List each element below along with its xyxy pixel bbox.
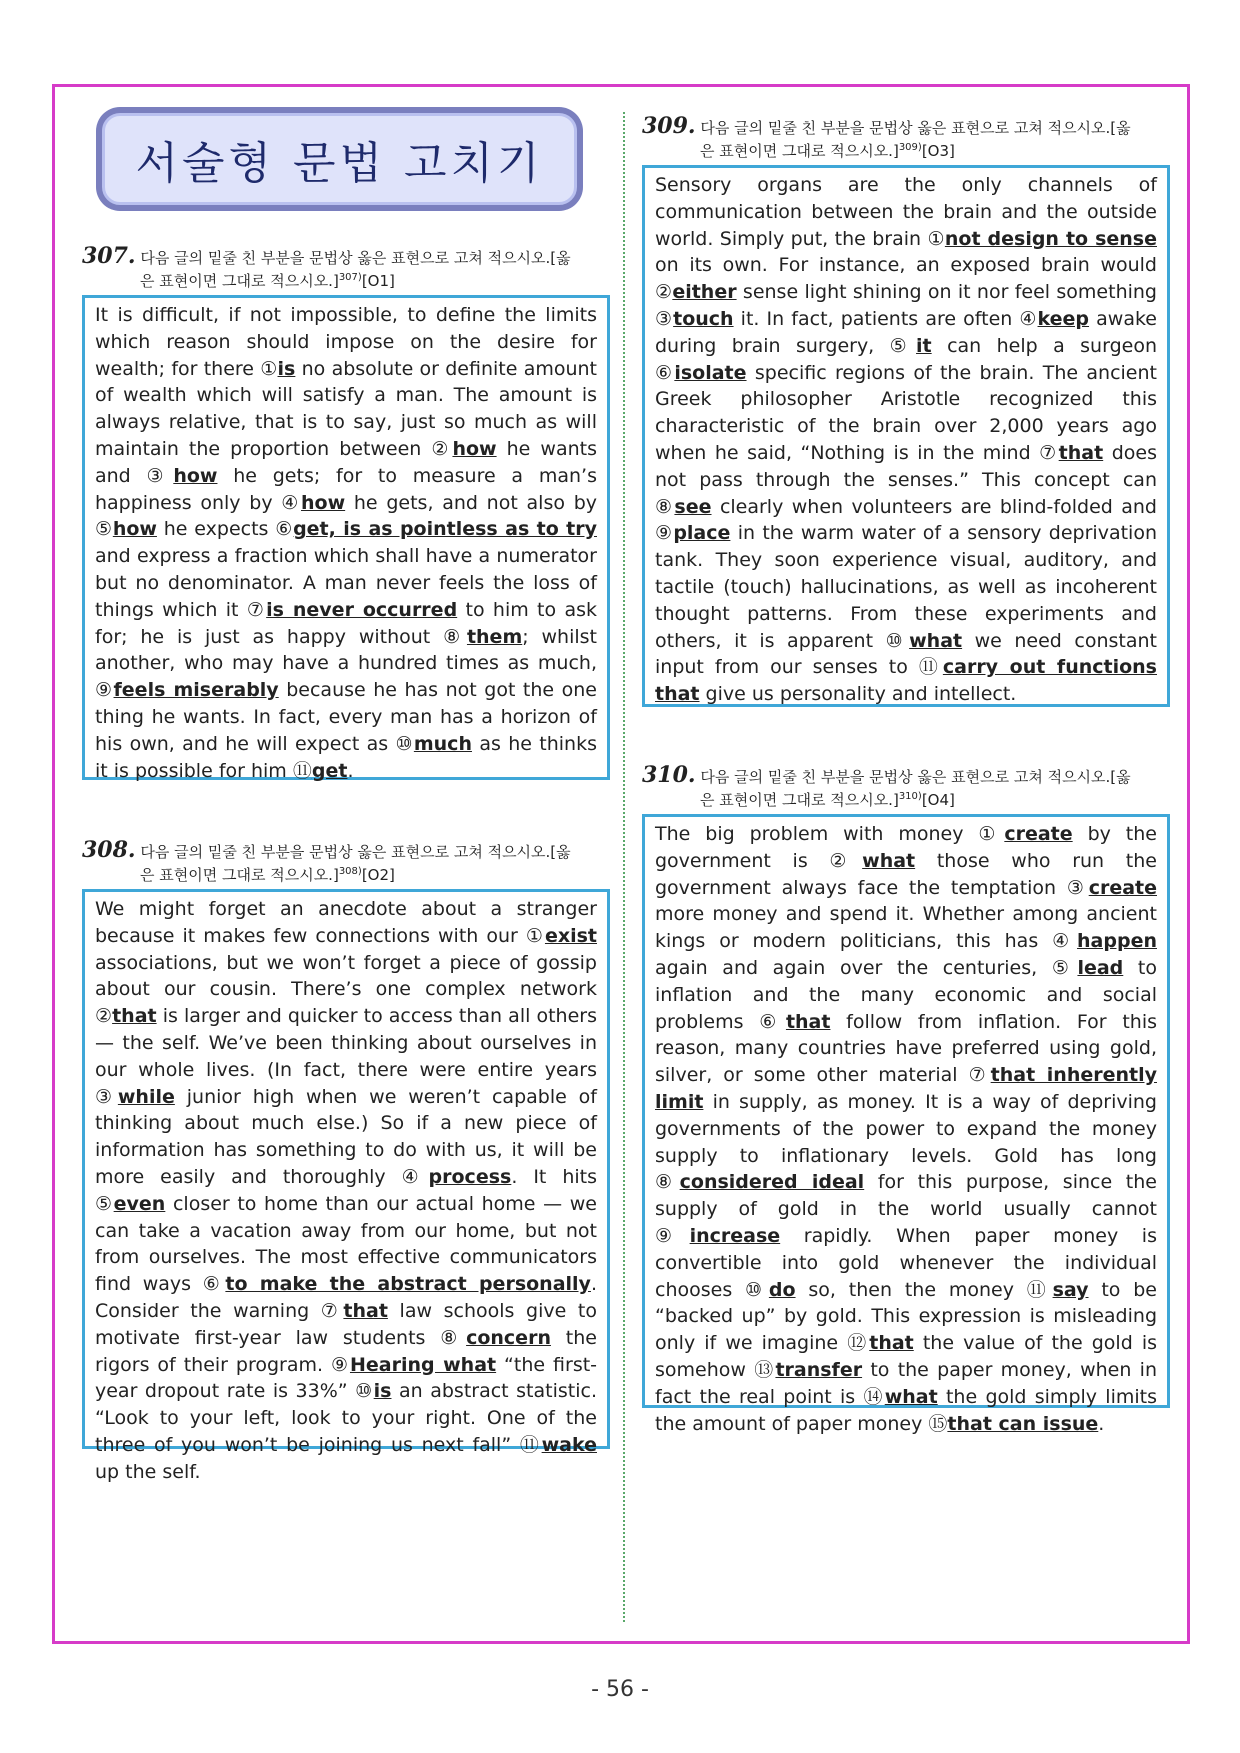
underlined-item: that bbox=[785, 1010, 831, 1033]
question-ref: 307) bbox=[338, 272, 362, 283]
passage-text: law schools give to motivate first-year law students ⑧ bbox=[95, 1299, 598, 1349]
passage-text: closer to home than our actual home — we can take a vacation away from our home, but not from ourselves. The most effective communicators find ways ⑥ bbox=[95, 1192, 597, 1296]
passage-text: to inflation and the many economic and social problems ⑥ bbox=[655, 956, 1157, 1033]
underlined-item: is bbox=[373, 1380, 392, 1403]
underlined-item: to make the abstract personally bbox=[225, 1273, 591, 1296]
passage-text: give us personality and intellect. bbox=[699, 683, 1017, 706]
passage-text: to be “backed up” by gold. This expression is misleading only if we imagine ⑫ bbox=[655, 1278, 1158, 1355]
passage-text: he gets, and not also by ⑤ bbox=[95, 491, 597, 541]
underlined-item: what bbox=[862, 849, 916, 872]
passage-text: by the government is ② bbox=[655, 823, 1157, 872]
question-code: [O4] bbox=[921, 791, 955, 809]
underlined-item: exist bbox=[544, 924, 597, 947]
passage-text: an abstract statistic. “Look to your left, look to your right. One of the three of you won’t be joining us next fall” ⑪ bbox=[95, 1380, 597, 1456]
page-title: 서술형 문법 고치기 bbox=[135, 138, 544, 189]
underlined-item: get, is as pointless as to try bbox=[293, 518, 597, 541]
passage-text: again and again over the centuries, ⑤ bbox=[655, 956, 1078, 979]
passage-text: to him to ask for; he is just as happy without ⑧ bbox=[95, 598, 597, 648]
passage-box bbox=[642, 814, 1170, 1435]
question-307 bbox=[82, 243, 610, 782]
question-header bbox=[642, 113, 1170, 161]
passage-text: . bbox=[347, 759, 354, 782]
underlined-item: even bbox=[113, 1192, 166, 1215]
underlined-item: how bbox=[452, 437, 497, 460]
instruction-text-2: 은 표현이면 그대로 적으시오.] bbox=[700, 791, 899, 809]
underlined-item: that inherently limit bbox=[655, 1064, 1157, 1113]
title-banner bbox=[96, 107, 583, 211]
underlined-item: say bbox=[1052, 1278, 1089, 1301]
passage-text: Sensory organs are the only channels of communication between the brain and the outside world. Simply put, the brain ① bbox=[655, 174, 1157, 250]
passage-text: . It hits ⑤ bbox=[95, 1165, 597, 1215]
instruction-text-2: 은 표현이면 그대로 적으시오.] bbox=[140, 272, 339, 290]
passage-text: . Consider the warning ⑦ bbox=[95, 1273, 597, 1322]
question-ref: 309) bbox=[898, 142, 922, 153]
passage-text: “the first-year dropout rate is 33%” ⑩ bbox=[95, 1353, 598, 1403]
underlined-item: lead bbox=[1077, 956, 1124, 979]
underlined-item: carry out functions that bbox=[655, 656, 1157, 706]
passage-box bbox=[82, 889, 610, 1483]
question-number: 309. bbox=[642, 113, 696, 139]
underlined-item: touch bbox=[673, 307, 734, 330]
passage-text: on its own. For instance, an exposed brain would ② bbox=[655, 254, 1157, 304]
page-number: - 56 - bbox=[591, 1677, 649, 1702]
question-number: 307. bbox=[82, 243, 136, 269]
question-code: [O2] bbox=[361, 866, 395, 884]
passage-text: it. In fact, patients are often ④ bbox=[733, 307, 1038, 330]
passage-text: is larger and quicker to access than all others — the self. We’ve been thinking about ourselves in our whole lives. (In fact, there were entire years ③ bbox=[95, 1005, 597, 1108]
passage-text: . bbox=[1098, 1412, 1105, 1435]
underlined-item: wake bbox=[541, 1433, 597, 1456]
passage-text: more money and spend it. Whether among ancient kings or modern politicians, this has ④ bbox=[655, 903, 1157, 953]
question-code: [O3] bbox=[921, 142, 955, 160]
passage-text: the rigors of their program. ⑨ bbox=[95, 1326, 597, 1376]
passage-text: the value of the gold is somehow ⑬ bbox=[655, 1332, 1158, 1381]
underlined-item: how bbox=[112, 518, 157, 541]
passage-text: in supply, as money. It is a way of depriving governments of the power to expand the money supply to inflationary levels. Gold has long ⑧ bbox=[655, 1090, 1157, 1194]
passage-text: It is difficult, if not impossible, to define the limits which reason should impose on the desire for wealth; for there ① bbox=[95, 304, 597, 380]
question-header bbox=[82, 837, 610, 885]
passage-text: he gets; for to measure a man’s happiness only by ④ bbox=[95, 464, 597, 514]
underlined-item: happen bbox=[1077, 930, 1157, 953]
underlined-item: process bbox=[428, 1165, 512, 1188]
passage-text: and express a fraction which shall have a numerator but no denominator. A man never feels the loss of things which it ⑦ bbox=[95, 545, 597, 621]
underlined-item: that bbox=[869, 1332, 914, 1355]
underlined-item: considered ideal bbox=[679, 1171, 865, 1194]
passage-box bbox=[642, 165, 1170, 707]
underlined-item: place bbox=[673, 522, 731, 545]
underlined-item: that bbox=[1058, 441, 1104, 464]
underlined-item: isolate bbox=[674, 361, 747, 384]
instruction-text: 다음 글의 밑줄 친 부분을 문법상 옳은 표현으로 고쳐 적으시오.[옳 bbox=[140, 843, 571, 861]
passage-text: as he thinks it is possible for him ⑪ bbox=[95, 732, 598, 782]
passage-text: The big problem with money ① bbox=[655, 823, 1005, 845]
underlined-item: how bbox=[301, 491, 346, 514]
instruction-text-2: 은 표현이면 그대로 적으시오.] bbox=[700, 142, 899, 160]
underlined-item: keep bbox=[1037, 307, 1090, 330]
column-divider bbox=[623, 112, 625, 1622]
passage-text: up the self. bbox=[95, 1460, 201, 1483]
question-309 bbox=[642, 113, 1170, 707]
instruction-text: 다음 글의 밑줄 친 부분을 문법상 옳은 표현으로 고쳐 적으시오.[옳 bbox=[140, 249, 571, 267]
underlined-item: see bbox=[674, 495, 712, 518]
passage-text: to the paper money, when in fact the real point is ⑭ bbox=[655, 1358, 1158, 1408]
passage-text: no absolute or definite amount of wealth which will satisfy a man. The amount is always relative, that is to say, just so much as will maintain the proportion between ② bbox=[95, 357, 597, 460]
instruction-text: 다음 글의 밑줄 친 부분을 문법상 옳은 표현으로 고쳐 적으시오.[옳 bbox=[700, 119, 1131, 137]
underlined-item: increase bbox=[689, 1224, 781, 1247]
passage-text: sense light shining on it nor feel something ③ bbox=[655, 281, 1157, 330]
underlined-item: how bbox=[173, 464, 218, 487]
instruction-text-2: 은 표현이면 그대로 적으시오.] bbox=[140, 866, 339, 884]
question-header bbox=[82, 243, 610, 291]
underlined-item: either bbox=[672, 281, 737, 304]
question-308 bbox=[82, 837, 610, 1483]
underlined-item: it bbox=[916, 334, 932, 357]
underlined-item: what bbox=[884, 1385, 938, 1408]
underlined-item: not design to sense bbox=[944, 227, 1157, 250]
passage-text: he wants and ③ bbox=[95, 437, 597, 487]
question-code: [O1] bbox=[361, 272, 395, 290]
underlined-item: that can issue bbox=[947, 1412, 1099, 1435]
question-ref: 310) bbox=[898, 791, 922, 802]
passage-text: the gold simply limits the amount of paper money ⑮ bbox=[655, 1385, 1158, 1435]
underlined-item: what bbox=[909, 629, 963, 652]
passage-text: associations, but we won’t forget a piece of gossip about our cousin. There’s one complex network ② bbox=[95, 951, 597, 1028]
underlined-item: is never occurred bbox=[266, 598, 458, 621]
underlined-item: Hearing what bbox=[349, 1353, 497, 1376]
passage-text: follow from inflation. For this reason, many countries have preferred using gold, silver, or some other material ⑦ bbox=[655, 1010, 1157, 1087]
passage-text: rapidly. When paper money is convertible into gold whenever the individual chooses ⑩ bbox=[655, 1224, 1157, 1301]
underlined-item: them bbox=[466, 625, 523, 648]
passage-text: does not pass through the senses.” This concept can ⑧ bbox=[655, 441, 1157, 518]
passage-text: we need constant input from our senses to ⑪ bbox=[655, 629, 1157, 679]
underlined-item: is bbox=[277, 357, 296, 380]
passage-text: can help a surgeon ⑥ bbox=[655, 334, 1157, 384]
question-ref: 308) bbox=[338, 866, 362, 877]
passage-text: because he has not got the one thing he wants. In fact, every man has a horizon of his own, and he will expect as ⑩ bbox=[95, 679, 597, 755]
question-number: 310. bbox=[642, 762, 696, 788]
passage-text: junior high when we weren’t capable of thinking about much else.) So if a new piece of information has something to do with us, it will be more easily and thoroughly ④ bbox=[95, 1085, 597, 1188]
underlined-item: transfer bbox=[775, 1358, 863, 1381]
passage-text: he expects ⑥ bbox=[156, 518, 294, 541]
underlined-item: that bbox=[112, 1005, 157, 1028]
question-310 bbox=[642, 762, 1170, 1435]
underlined-item: while bbox=[117, 1085, 175, 1108]
underlined-item: that bbox=[343, 1299, 388, 1322]
underlined-item: much bbox=[413, 732, 472, 755]
passage-box bbox=[82, 295, 610, 780]
underlined-item: create bbox=[1004, 823, 1073, 845]
underlined-item: do bbox=[768, 1278, 796, 1301]
passage-text: for this purpose, since the supply of gold in the world usually cannot ⑨ bbox=[655, 1171, 1157, 1247]
underlined-item: get bbox=[311, 759, 348, 782]
passage-text: clearly when volunteers are blind-folded and ⑨ bbox=[655, 495, 1157, 545]
title-banner-inner bbox=[102, 113, 577, 205]
passage-text: awake during brain surgery, ⑤ bbox=[655, 307, 1157, 357]
passage-text: those who run the government always face the temptation ③ bbox=[655, 849, 1157, 899]
underlined-item: concern bbox=[466, 1326, 551, 1349]
question-header bbox=[642, 762, 1170, 810]
underlined-item: create bbox=[1088, 876, 1157, 899]
passage-text: ; whilst another, who may have a hundred times as much, ⑨ bbox=[95, 625, 597, 702]
underlined-item: feels miserably bbox=[113, 679, 279, 702]
passage-text: We might forget an anecdote about a stranger because it makes few connections with our ① bbox=[95, 898, 597, 947]
instruction-text: 다음 글의 밑줄 친 부분을 문법상 옳은 표현으로 고쳐 적으시오.[옳 bbox=[700, 768, 1131, 786]
passage-text: in the warm water of a sensory deprivation tank. They soon experience visual, auditory, and tactile (touch) hallucinations, as well as incoherent thought patterns. From these experiments and others, it is apparent ⑩ bbox=[655, 522, 1157, 652]
passage-text: so, then the money ⑪ bbox=[795, 1278, 1053, 1301]
passage-text: specific regions of the brain. The ancient Greek philosopher Aristotle recognized this characteristic of the brain over 2,000 years ago when he said, “Nothing is in the mind ⑦ bbox=[655, 361, 1157, 464]
question-number: 308. bbox=[82, 837, 136, 863]
